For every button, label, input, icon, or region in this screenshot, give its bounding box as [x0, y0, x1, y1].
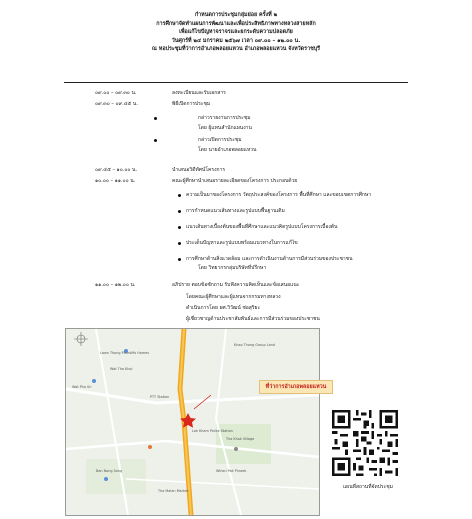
agenda-detail: ผู้เชี่ยวชาญด้านประชาสัมพันธ์และการมีส่วนร่วมของประชาชน [186, 316, 320, 322]
map-label: Ban Nong Song [96, 469, 123, 473]
qr-caption: แผนที่สถานที่จัดประชุม [343, 484, 393, 490]
agenda-topic: ลงทะเบียนและรับเอกสาร [172, 90, 226, 96]
map-label: Khao Thong Group Land [234, 343, 275, 347]
agenda-time: ๑๑.๐๐ – ๑๒.๐๐ น. [95, 282, 136, 288]
map-canvas [66, 329, 319, 515]
agenda-topic: คณะผู้ศึกษานำเสนอรายละเอียดของโครงการ ประกอบด้วย [172, 178, 298, 184]
map-label: Lawn Thong Plaintiffs Homes [100, 351, 150, 355]
agenda-topic: พิธีเปิดการประชุม [172, 101, 211, 107]
map-label: Wat Pho Sri [72, 385, 92, 389]
title-line-1: กำหนดการประชุมกลุ่มย่อย ครั้งที่ ๒ [194, 12, 278, 18]
bullet-icon [178, 258, 181, 261]
agenda-item: ความเป็นมาของโครงการ วัตถุประสงค์ของโครงการ พื้นที่ศึกษา และขอบเขตการศึกษา [186, 192, 372, 198]
agenda-detail: โดยคณะผู้ศึกษาและผู้แทนจากกรมทางหลวง [186, 294, 281, 300]
agenda-item: การศึกษาด้านสิ่งแวดล้อม และการดำเนินงานด้านการมีส่วนร่วมของประชาชน [186, 256, 353, 262]
agenda-time: ๐๙.๐๐ – ๐๙.๓๐ น. [95, 90, 137, 96]
venue-line: ณ หอประชุมที่ว่าการอำเภอพลอยแหวน อำเภอพลอยแหวน จังหวัดราชบุรี [151, 46, 321, 53]
map-label: Tha Malan Market [158, 489, 189, 493]
agenda-item-presenter: โดย ผู้แทนสำนักแผนงาน [198, 125, 252, 131]
agenda-item-presenter: โดย วิทยากรกลุ่มบริษัทที่ปรึกษา [198, 265, 267, 271]
map-label: Tha Khok Village [226, 437, 255, 441]
bullet-icon [154, 139, 157, 142]
map-label: PTT Station [150, 395, 170, 399]
qr-code-icon[interactable] [332, 410, 398, 476]
map-callout: ที่ว่าการอำเภอพลอยแหวน [259, 380, 333, 394]
title-line-2: การศึกษาจัดทำแผนการพัฒนาและเพื่อประสิทธิภาพทางหลวงสายหลัก [156, 20, 316, 27]
map-label: Wat Tha Khoi [110, 367, 133, 371]
document-header [0, 11, 472, 54]
bullet-icon [178, 242, 181, 245]
bullet-icon [154, 117, 157, 120]
agenda-item: ประเด็นปัญหาและรูปแบบพร้อมแนวทางในการแก้ไข [186, 240, 298, 246]
map-label: Wihan Pak Phraek [216, 469, 247, 473]
agenda-item: การกำหนดแนวเส้นทางและรูปแบบพื้นฐานเดิม [186, 208, 285, 214]
agenda-item: กล่าวเปิดการประชุม [198, 137, 242, 143]
map-label: Lak Kham Police Station [192, 429, 233, 433]
agenda-time: ๐๙.๓๐ – ๐๙.๔๕ น. [95, 101, 138, 107]
header-divider [64, 82, 408, 83]
bullet-icon [178, 194, 181, 197]
agenda-item: กล่าวรายงานการประชุม [198, 115, 251, 121]
agenda-time: ๐๙.๔๕ – ๑๐.๐๐ น. [95, 167, 138, 173]
title-line-3: เพื่อแก้ไขปัญหาจราจรและยกระดับความปลอดภัย [179, 29, 293, 36]
agenda-item-presenter: โดย นายอำเภอพลอยแหวน [198, 147, 257, 153]
bullet-icon [178, 226, 181, 229]
agenda-item: แนวเส้นทางเบื้องต้นของพื้นที่ศึกษาและแนวคิดรูปแบบโครงการเบื้องต้น [186, 224, 338, 230]
agenda-topic: นำเสนอวิดีทัศน์โครงการ [172, 167, 226, 173]
agenda-topic: อภิปราย ตอบข้อซักถาม รับฟังความคิดเห็นและข้อเสนอแนะ [172, 282, 300, 288]
location-map[interactable] [65, 328, 327, 516]
agenda-detail: ดำเนินการโดย ผศ.วิวัฒน์ ช่อสุริยะ [186, 305, 261, 311]
agenda-time: ๑๐.๐๐ – ๑๑.๐๐ น. [95, 178, 136, 184]
bullet-icon [178, 210, 181, 213]
date-line: วันศุกร์ที่ ๒๔ มกราคม ๒๕๖๗ เวลา ๐๙.๐๐ – ๑๒.๐๐ น. [171, 37, 301, 44]
